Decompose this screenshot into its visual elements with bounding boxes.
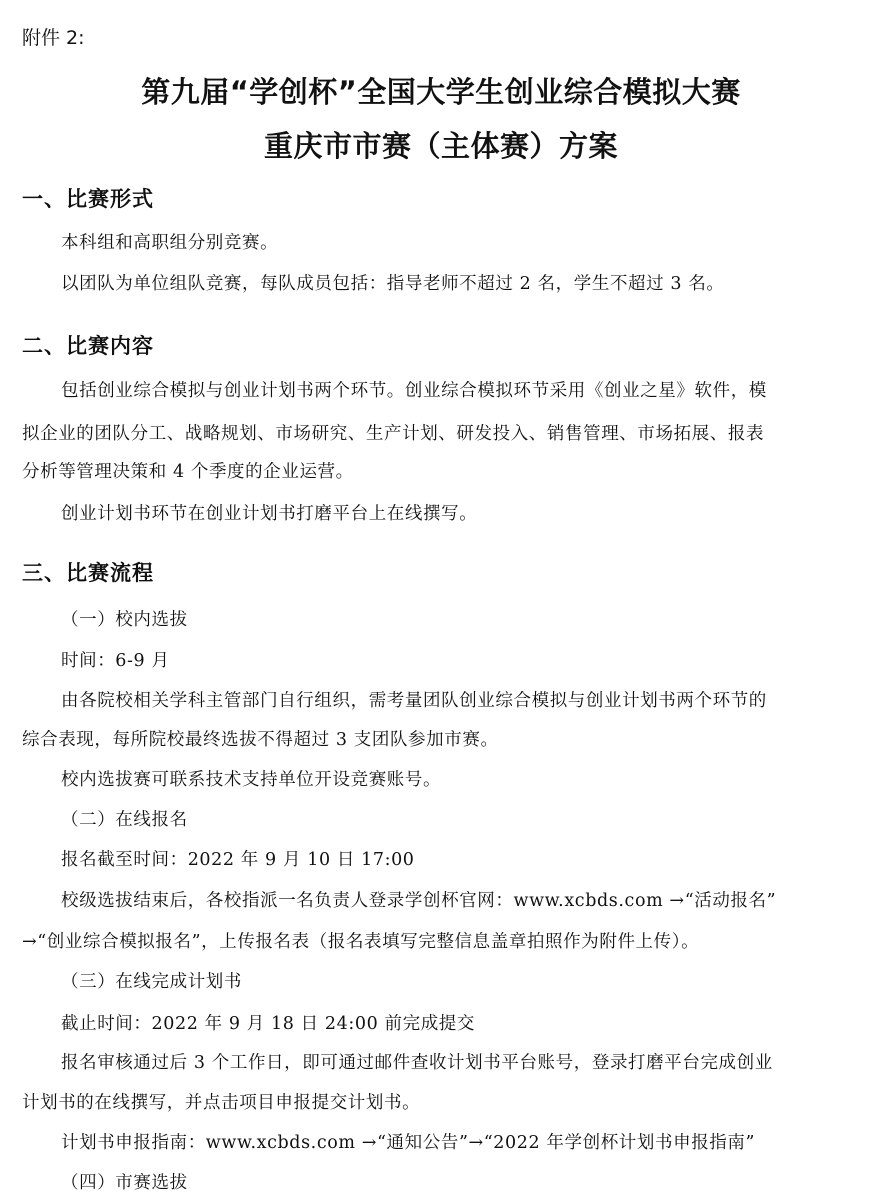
section1-heading: 一、比赛形式 — [22, 187, 154, 211]
document-title-line1: 第九届“学创杯”全国大学生创业综合模拟大赛 — [141, 75, 741, 109]
section3-subheading1: （一）校内选拔 — [61, 610, 188, 630]
section2-paragraph2: 创业计划书环节在创业计划书打磨平台上在线撰写。 — [61, 504, 478, 524]
section2-paragraph1-line3: 分析等管理决策和 4 个季度的企业运营。 — [22, 462, 354, 482]
attachment-label: 附件 2: — [22, 27, 85, 49]
section2-paragraph1-line2: 拟企业的团队分工、战略规划、市场研究、生产计划、研发投入、销售管理、市场拓展、报表 — [22, 424, 765, 444]
section2-heading: 二、比赛内容 — [22, 334, 154, 358]
section3-deadline2: 报名截至时间：2022 年 9 月 10 日 17:00 — [61, 850, 415, 870]
section3-paragraph4-line1: 报名审核通过后 3 个工作日，即可通过邮件查收计划书平台账号，登录打磨平台完成创业 — [61, 1053, 773, 1073]
section3-paragraph3-line1: 校级选拔结束后，各校指派一名负责人登录学创杯官网：www.xcbds.com →“活动报名” — [61, 891, 777, 911]
section3-subheading4: （四）市赛选拔 — [61, 1173, 188, 1193]
section3-paragraph3-line2: →“创业综合模拟报名”，上传报名表（报名表填写完整信息盖章拍照作为附件上传）。 — [22, 932, 700, 952]
section2-paragraph1-line1: 包括创业综合模拟与创业计划书两个环节。创业综合模拟环节采用《创业之星》软件，模 — [61, 381, 767, 401]
section3-deadline3: 截止时间：2022 年 9 月 18 日 24:00 前完成提交 — [61, 1014, 476, 1034]
section1-paragraph1: 本科组和高职组分别竞赛。 — [61, 233, 279, 253]
section3-heading: 三、比赛流程 — [22, 561, 154, 585]
section3-paragraph4-line2: 计划书的在线撰写，并点击项目申报提交计划书。 — [22, 1093, 421, 1113]
section3-subheading3: （三）在线完成计划书 — [61, 972, 242, 992]
section1-paragraph2: 以团队为单位组队竞赛，每队成员包括：指导老师不超过 2 名，学生不超过 3 名。 — [61, 274, 725, 294]
document-title-line2: 重庆市市赛（主体赛）方案 — [263, 129, 618, 163]
section3-guide: 计划书申报指南：www.xcbds.com →“通知公告”→“2022 年学创杯计划书申报指南” — [61, 1133, 756, 1153]
section3-time1: 时间：6-9 月 — [61, 651, 170, 671]
section3-subheading2: （二）在线报名 — [61, 810, 188, 830]
section3-paragraph1-line2: 综合表现，每所院校最终选拔不得超过 3 支团队参加市赛。 — [22, 730, 499, 750]
section3-paragraph2: 校内选拔赛可联系技术支持单位开设竞赛账号。 — [61, 770, 442, 790]
section3-paragraph1-line1: 由各院校相关学科主管部门自行组织，需考量团队创业综合模拟与创业计划书两个环节的 — [61, 691, 767, 711]
